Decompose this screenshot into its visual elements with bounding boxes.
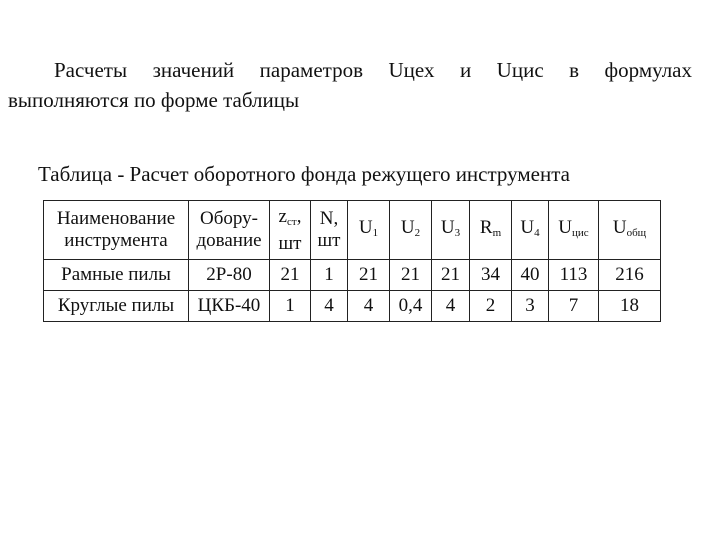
header-equipment bbox=[189, 201, 270, 260]
header-u2-main: U bbox=[400, 216, 415, 238]
header-u1-main: U bbox=[358, 216, 373, 238]
cell-uobsh: 216 bbox=[599, 260, 661, 291]
cell-rm: 34 bbox=[470, 260, 512, 291]
cell-z: 21 bbox=[270, 260, 311, 291]
header-u4 bbox=[512, 201, 549, 260]
cell-n: 1 bbox=[311, 260, 348, 291]
intro-line-1: Расчеты значений параметров Uцех и Uцис в формулах bbox=[54, 58, 692, 82]
header-u4-sub: 4 bbox=[534, 226, 540, 239]
header-z-tail: , bbox=[296, 205, 302, 227]
cell-u1: 4 bbox=[348, 291, 390, 322]
header-rm bbox=[470, 201, 512, 260]
cell-u4: 3 bbox=[512, 291, 549, 322]
header-u1-sub: 1 bbox=[372, 226, 379, 239]
header-u3-main: U bbox=[440, 216, 455, 238]
cell-equipment: 2Р-80 bbox=[189, 260, 270, 291]
header-z-unit: шт bbox=[278, 232, 302, 254]
header-uobsh-main: U bbox=[612, 216, 627, 238]
header-ucis-main: U bbox=[558, 216, 573, 238]
header-name-line1: Наименование bbox=[56, 208, 176, 229]
header-ucis-sub: цис bbox=[572, 226, 589, 239]
header-u3-sub: 3 bbox=[454, 226, 461, 239]
cell-n: 4 bbox=[311, 291, 348, 322]
table-caption: Таблица - Расчет оборотного фонда режущего инструмента bbox=[38, 162, 570, 186]
cell-u1: 21 bbox=[348, 260, 390, 291]
header-u1 bbox=[348, 201, 390, 260]
cell-uobsh: 18 bbox=[599, 291, 661, 322]
intro-paragraph bbox=[8, 55, 692, 115]
table-row bbox=[44, 260, 661, 291]
cell-u4: 40 bbox=[512, 260, 549, 291]
cell-name: Рамные пилы bbox=[44, 260, 189, 291]
cell-u3: 21 bbox=[432, 260, 470, 291]
header-name-line2: инструмента bbox=[64, 230, 168, 251]
cell-ucis: 113 bbox=[549, 260, 599, 291]
header-equipment-line2: дование bbox=[196, 230, 262, 251]
cell-ucis: 7 bbox=[549, 291, 599, 322]
header-ucis bbox=[549, 201, 599, 260]
tool-fund-table bbox=[43, 200, 661, 322]
header-z-sub: ст bbox=[286, 215, 297, 228]
header-uobsh bbox=[599, 201, 661, 260]
header-equipment-line1: Обору- bbox=[200, 208, 258, 229]
cell-rm: 2 bbox=[470, 291, 512, 322]
cell-equipment: ЦКБ-40 bbox=[189, 291, 270, 322]
intro-line-2: выполняются по форме таблицы bbox=[8, 88, 300, 112]
cell-u3: 4 bbox=[432, 291, 470, 322]
header-u2-sub: 2 bbox=[414, 226, 421, 239]
cell-name: Круглые пилы bbox=[44, 291, 189, 322]
header-z-main: z bbox=[278, 205, 287, 227]
cell-z: 1 bbox=[270, 291, 311, 322]
header-z bbox=[270, 201, 311, 260]
cell-u2: 0,4 bbox=[390, 291, 432, 322]
table-row bbox=[44, 291, 661, 322]
header-n bbox=[311, 201, 348, 260]
table-header-row bbox=[44, 201, 661, 260]
header-n-main: N, bbox=[319, 208, 339, 229]
header-u3 bbox=[432, 201, 470, 260]
cell-u2: 21 bbox=[390, 260, 432, 291]
header-rm-sub: m bbox=[492, 226, 502, 239]
header-u2 bbox=[390, 201, 432, 260]
header-rm-main: R bbox=[479, 216, 493, 238]
header-u4-main: U bbox=[520, 216, 535, 238]
header-name bbox=[44, 201, 189, 260]
header-uobsh-sub: общ bbox=[626, 226, 647, 239]
header-n-unit: шт bbox=[317, 230, 341, 251]
